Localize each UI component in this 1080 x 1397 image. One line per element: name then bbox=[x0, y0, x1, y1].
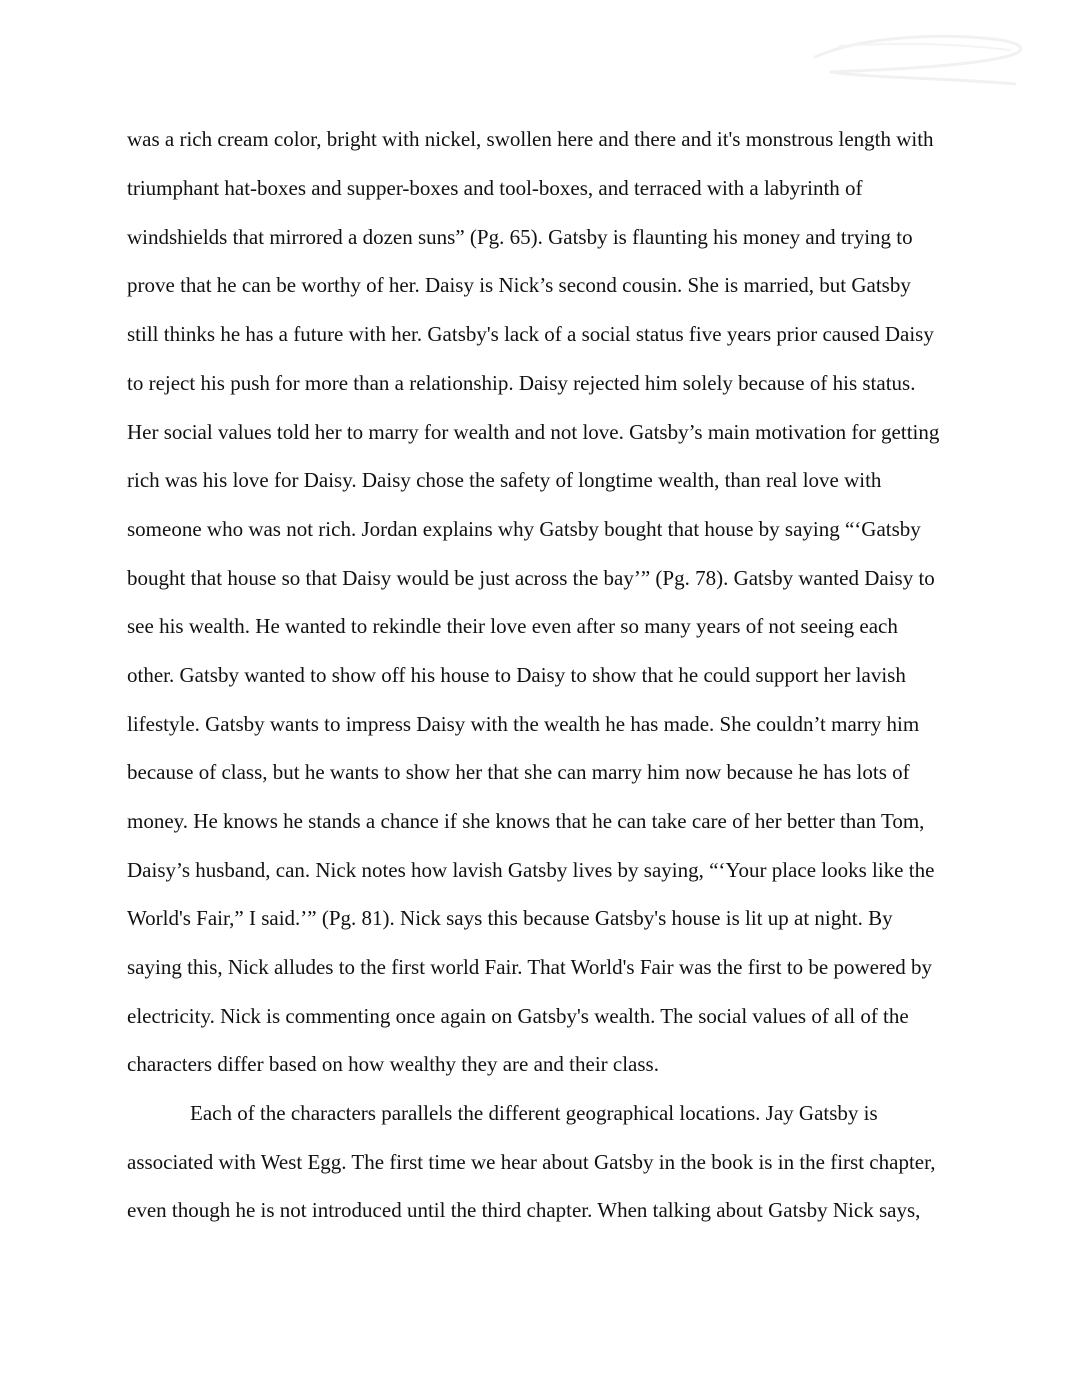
body-line-4: prove that he can be worthy of her. Daisy is Nick’s second cousin. She is married, but Gatsby bbox=[127, 273, 911, 297]
body-line-8: rich was his love for Daisy. Daisy chose the safety of longtime wealth, than real love with bbox=[127, 468, 882, 492]
body-line-15: money. He knows he stands a chance if she knows that he can take care of her better than Tom, bbox=[127, 809, 925, 833]
body-line-17: World's Fair,” I said.’” (Pg. 81). Nick says this because Gatsby's house is lit up at night. By bbox=[127, 906, 893, 930]
body-line-3: windshields that mirrored a dozen suns” (Pg. 65). Gatsby is flaunting his money and trying to bbox=[127, 225, 913, 249]
body-line-11: see his wealth. He wanted to rekindle their love even after so many years of not seeing each bbox=[127, 614, 898, 638]
body-line-13: lifestyle. Gatsby wants to impress Daisy with the wealth he has made. She couldn’t marry him bbox=[127, 712, 920, 736]
body-line-5: still thinks he has a future with her. Gatsby's lack of a social status five years prior caused Daisy bbox=[127, 322, 934, 346]
body-line-7: Her social values told her to marry for wealth and not love. Gatsby’s main motivation for getting bbox=[127, 420, 940, 444]
body-line-14: because of class, but he wants to show her that she can marry him now because he has lots of bbox=[127, 760, 910, 784]
paragraph-indent-line: Each of the characters parallels the different geographical locations. Jay Gatsby is bbox=[190, 1101, 878, 1125]
body-line-9: someone who was not rich. Jordan explains why Gatsby bought that house by saying “‘Gatsby bbox=[127, 517, 921, 541]
body-line-18: saying this, Nick alludes to the first world Fair. That World's Fair was the first to be powered by bbox=[127, 955, 933, 979]
body-line-12: other. Gatsby wanted to show off his house to Daisy to show that he could support her lavish bbox=[127, 663, 906, 687]
body-line-19: electricity. Nick is commenting once again on Gatsby's wealth. The social values of all of the bbox=[127, 1004, 909, 1028]
body-line-10: bought that house so that Daisy would be just across the bay’” (Pg. 78). Gatsby wanted Daisy to bbox=[127, 566, 935, 590]
body-line-1: was a rich cream color, bright with nickel, swollen here and there and it's monstrous length with bbox=[127, 127, 934, 151]
body-line-22: associated with West Egg. The first time we hear about Gatsby in the book is in the first chapter, bbox=[127, 1150, 936, 1174]
body-line-20: characters differ based on how wealthy they are and their class. bbox=[127, 1052, 659, 1076]
body-line-16: Daisy’s husband, can. Nick notes how lavish Gatsby lives by saying, “‘Your place looks like the bbox=[127, 858, 935, 882]
body-line-2: triumphant hat-boxes and supper-boxes and tool-boxes, and terraced with a labyrinth of bbox=[127, 176, 863, 200]
faint-scribble-mark bbox=[800, 22, 1040, 102]
body-line-23: even though he is not introduced until the third chapter. When talking about Gatsby Nick says, bbox=[127, 1198, 921, 1222]
body-line-6: to reject his push for more than a relationship. Daisy rejected him solely because of his status. bbox=[127, 371, 916, 395]
